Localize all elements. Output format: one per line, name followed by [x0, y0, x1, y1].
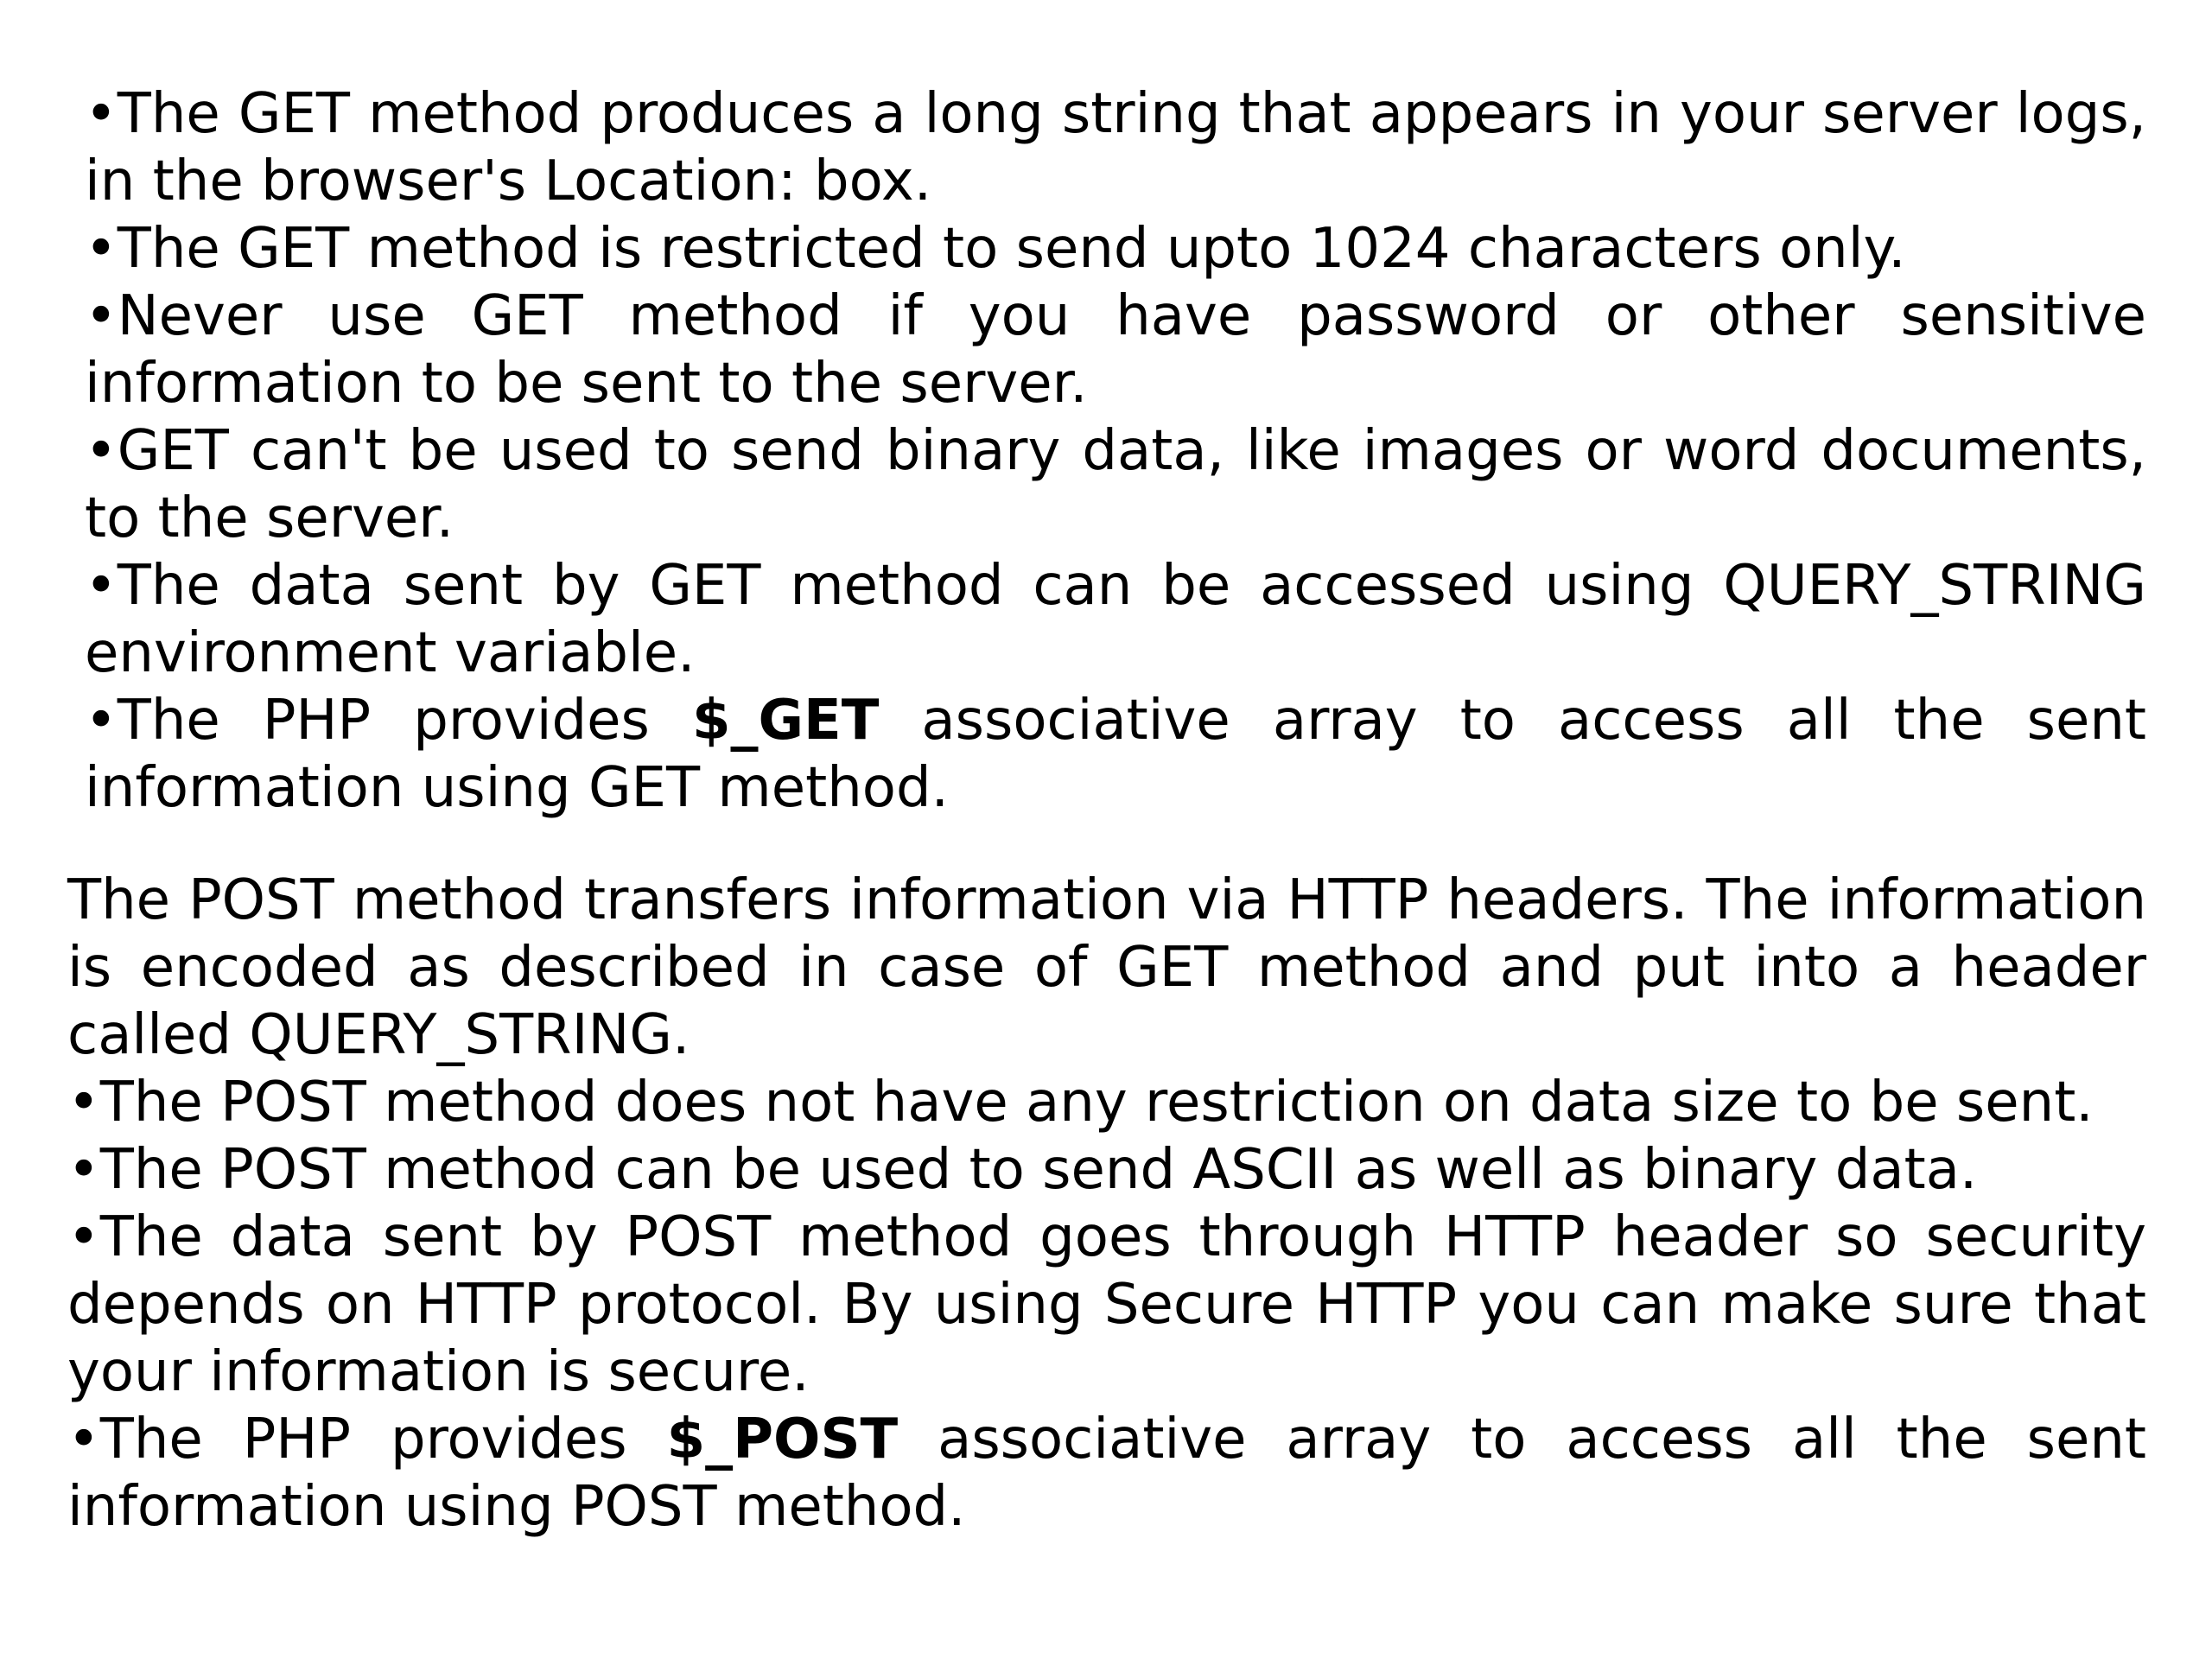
bullet-icon: •: [85, 217, 118, 281]
list-item: [67, 1069, 2146, 1136]
bullet-icon: •: [85, 554, 118, 618]
list-item-text-pre: The PHP provides: [117, 689, 692, 753]
list-item: [85, 215, 2146, 283]
bullet-icon: •: [85, 82, 118, 146]
list-item-text: GET can't be used to send binary data, like images or word documents, to the server.: [85, 419, 2146, 550]
code-term-get: $_GET: [691, 689, 880, 753]
list-item: [85, 80, 2146, 215]
list-item-text-pre: The PHP provides: [99, 1408, 667, 1471]
bullet-icon: •: [67, 1205, 100, 1269]
bullet-icon: •: [67, 1408, 100, 1471]
post-method-section: [67, 867, 2146, 1541]
list-item-text: The POST method can be used to send ASCII as well as binary data.: [99, 1138, 1978, 1202]
list-item-text: The data sent by POST method goes through HTTP header so security depends on HTTP protocol. By using Secure HTTP you can make sure that your information is secure.: [67, 1205, 2146, 1404]
list-item: [85, 687, 2146, 822]
list-item-text: The POST method does not have any restriction on data size to be sent.: [99, 1071, 2094, 1135]
list-item: [85, 417, 2146, 552]
list-item: [85, 283, 2146, 417]
post-intro-paragraph: The POST method transfers information via HTTP headers. The information is encoded as described in case of GET method and put into a header called QUERY_STRING.: [67, 868, 2146, 1067]
list-item-text: The data sent by GET method can be accessed using QUERY_STRING environment variable.: [85, 554, 2146, 685]
code-term-post: $_POST: [666, 1408, 899, 1471]
bullet-icon: •: [85, 419, 118, 483]
list-item: [67, 1406, 2146, 1541]
list-item: [85, 552, 2146, 687]
bullet-icon: •: [85, 284, 118, 348]
list-item-text: The GET method produces a long string that appears in your server logs, in the browser's Location: box.: [85, 82, 2146, 213]
bullet-icon: •: [85, 689, 118, 753]
bullet-icon: •: [67, 1071, 100, 1135]
get-method-section: [85, 80, 2146, 822]
list-item-text-post: associative array to access all the sent information using GET method.: [85, 689, 2147, 820]
list-item: [67, 1204, 2146, 1406]
list-item-text: Never use GET method if you have password or other sensitive information to be sent to the server.: [85, 284, 2146, 416]
list-item: [67, 1136, 2146, 1204]
list-item-text-post: associative array to access all the sent information using POST method.: [67, 1408, 2147, 1539]
list-item-text: The GET method is restricted to send upto 1024 characters only.: [117, 217, 1906, 281]
bullet-icon: •: [67, 1138, 100, 1202]
